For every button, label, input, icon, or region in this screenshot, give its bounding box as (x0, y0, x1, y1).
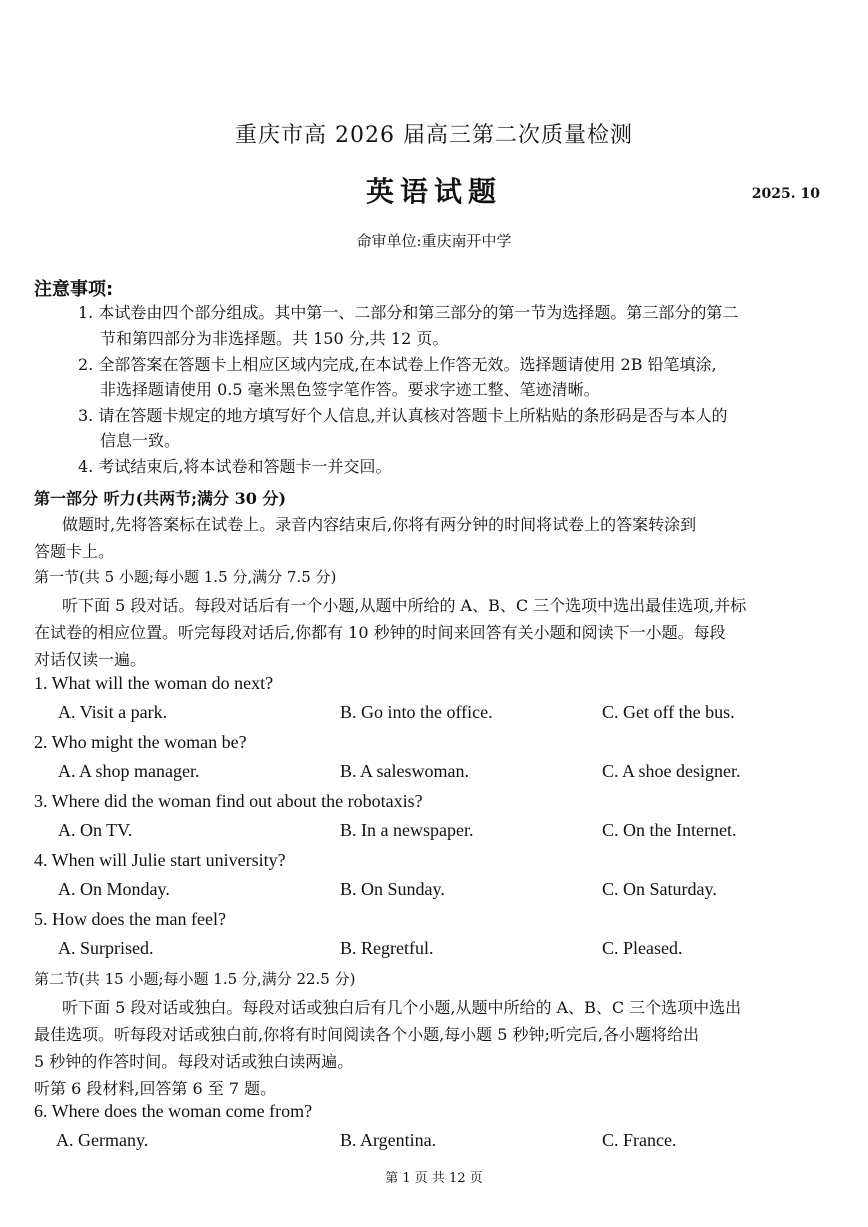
option-c: C. On Saturday. (602, 879, 717, 899)
option-c: C. France. (602, 1130, 677, 1150)
option-b: B. Go into the office. (340, 702, 493, 722)
question-stem: 6. Where does the woman come from? (34, 1101, 313, 1121)
option-b: B. A saleswoman. (340, 761, 469, 781)
option-c: C. Get off the bus. (602, 702, 735, 722)
notice-line: 节和第四部分为非选择题。共 150 分,共 12 页。 (100, 329, 449, 348)
notice-line: 2. 全部答案在答题卡上相应区域内完成,在本试卷上作答无效。选择题请使用 2B 铅笔填涂, (78, 355, 717, 374)
section2-intro: 5 秒钟的作答时间。每段对话或独白读两遍。 (34, 1052, 354, 1071)
option-b: B. Argentina. (340, 1130, 437, 1150)
section2-heading: 第二节(共 15 小题;每小题 1.5 分,满分 22.5 分) (34, 970, 356, 988)
option-a: A. Germany. (56, 1130, 149, 1150)
option-b: B. Regretful. (340, 938, 434, 958)
section1-heading: 第一节(共 5 小题;每小题 1.5 分,满分 7.5 分) (34, 568, 337, 586)
notice-heading: 注意事项: (34, 279, 114, 300)
question-stem: 4. When will Julie start university? (34, 850, 286, 870)
option-a: A. Visit a park. (58, 702, 168, 722)
section1-intro: 听下面 5 段对话。每段对话后有一个小题,从题中所给的 A、B、C 三个选项中选出最佳选项,并标 (62, 596, 747, 615)
subject-title: 英语试题 (365, 175, 502, 208)
option-a: A. A shop manager. (58, 761, 200, 781)
question-stem: 2. Who might the woman be? (34, 732, 247, 752)
notice-line: 4. 考试结束后,将本试卷和答题卡一并交回。 (78, 457, 392, 476)
exam-title: 重庆市高 2026 届高三第二次质量检测 (235, 123, 633, 148)
section2-intro: 听下面 5 段对话或独白。每段对话或独白后有几个小题,从题中所给的 A、B、C 三个选项中选出 (62, 998, 742, 1017)
page-footer: 第 1 页 共 12 页 (385, 1171, 483, 1186)
option-b: B. In a newspaper. (340, 820, 474, 840)
question-stem: 1. What will the woman do next? (34, 673, 274, 693)
part1-intro: 做题时,先将答案标在试卷上。录音内容结束后,你将有两分钟的时间将试卷上的答案转涂到 (62, 515, 697, 534)
question-stem: 3. Where did the woman find out about the robotaxis? (34, 791, 423, 811)
notice-line: 非选择题请使用 0.5 毫米黑色签字笔作答。要求字迹工整、笔迹清晰。 (100, 380, 600, 399)
exam-date: 2025. 10 (751, 186, 820, 202)
section1-intro: 对话仅读一遍。 (34, 650, 147, 669)
option-a: A. On Monday. (58, 879, 170, 899)
option-a: A. Surprised. (58, 938, 154, 958)
option-c: C. A shoe designer. (602, 761, 741, 781)
notice-line: 1. 本试卷由四个部分组成。其中第一、二部分和第三部分的第一节为选择题。第三部分的第二 (78, 303, 739, 322)
option-c: C. On the Internet. (602, 820, 737, 840)
notice-line: 3. 请在答题卡规定的地方填写好个人信息,并认真核对答题卡上所粘贴的条形码是否与本人的 (78, 406, 728, 425)
option-a: A. On TV. (58, 820, 133, 840)
option-c: C. Pleased. (602, 938, 683, 958)
part1-heading: 第一部分 听力(共两节;满分 30 分) (34, 489, 287, 508)
notice-line: 信息一致。 (100, 431, 181, 450)
material-note: 听第 6 段材料,回答第 6 至 7 题。 (34, 1079, 277, 1098)
author-line: 命审单位:重庆南开中学 (356, 232, 512, 250)
section1-intro: 在试卷的相应位置。听完每段对话后,你都有 10 秒钟的时间来回答有关小题和阅读下一小题。每段 (34, 623, 726, 642)
question-stem: 5. How does the man feel? (34, 909, 226, 929)
part1-intro: 答题卡上。 (34, 542, 115, 561)
section2-intro: 最佳选项。听每段对话或独白前,你将有时间阅读各个小题,每小题 5 秒钟;听完后,各小题将给出 (34, 1025, 700, 1044)
option-b: B. On Sunday. (340, 879, 445, 899)
